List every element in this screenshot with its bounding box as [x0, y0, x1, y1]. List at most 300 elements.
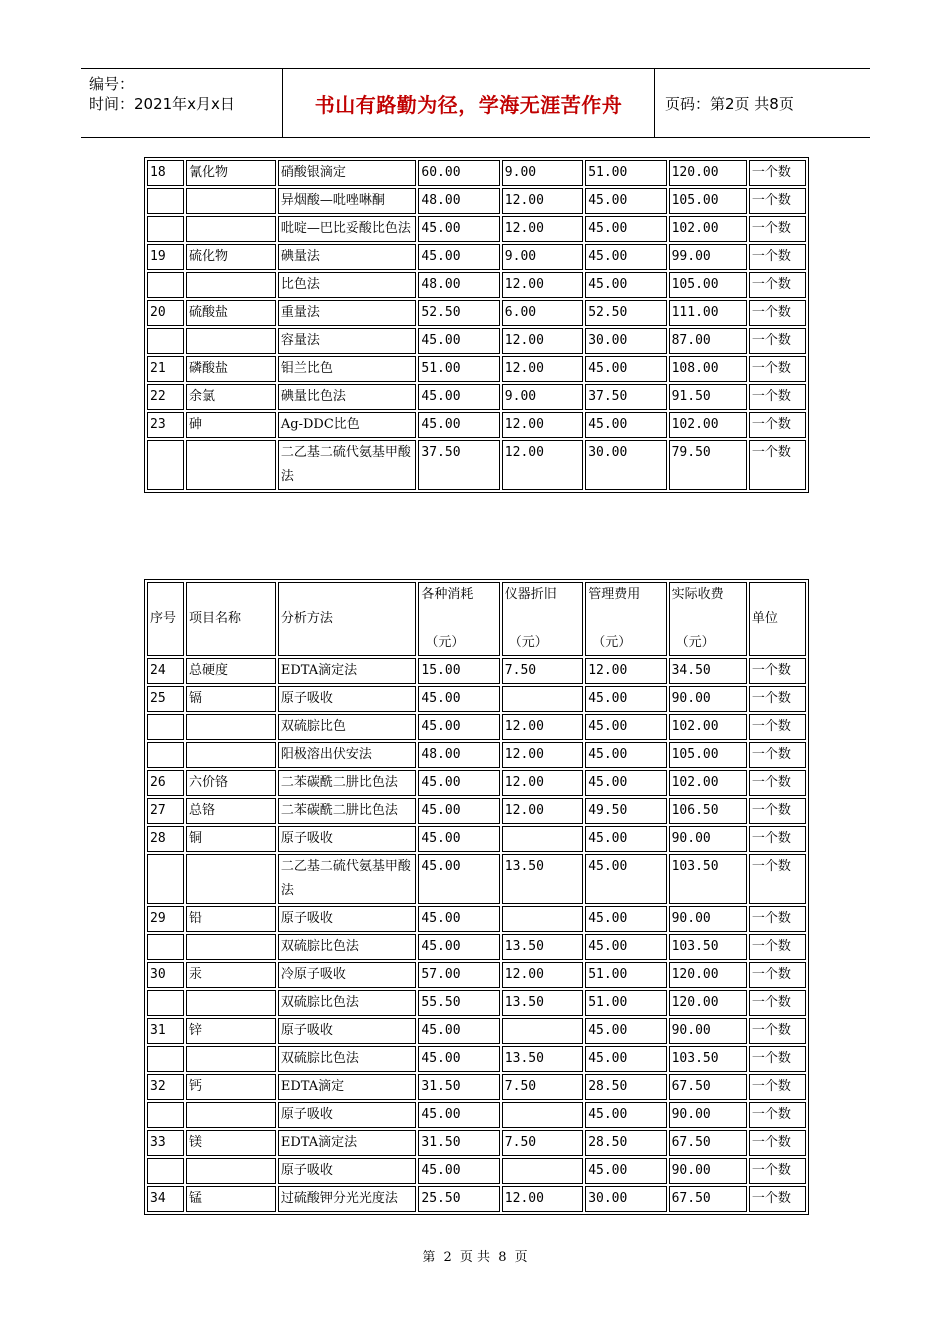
actual-cell: 67.50: [669, 1074, 747, 1100]
consumption-cell: 48.00: [418, 272, 499, 298]
depreciation-cell: 13.50: [502, 990, 583, 1016]
actual-cell: 90.00: [669, 686, 747, 712]
unit-cell: 一个数: [749, 1018, 806, 1044]
consumption-cell: 45.00: [418, 216, 499, 242]
table-row: [147, 906, 806, 932]
depreciation-cell: 13.50: [502, 934, 583, 960]
seq-cell: 32: [147, 1074, 184, 1100]
management-cell: 45.00: [585, 826, 666, 852]
consumption-cell: 60.00: [418, 160, 499, 186]
header-page-info: 页码：第2页 共8页: [665, 94, 794, 113]
actual-cell: 102.00: [669, 412, 747, 438]
method-cell: 比色法: [278, 272, 417, 298]
header-actual: 实际收费: [671, 587, 724, 602]
unit-cell: 一个数: [749, 160, 806, 186]
unit-cell: 一个数: [749, 328, 806, 354]
seq-cell: [147, 714, 184, 740]
management-cell: 45.00: [585, 770, 666, 796]
actual-cell: 79.50: [669, 440, 747, 490]
footer-page: 2: [443, 1250, 452, 1265]
depreciation-cell: 12.00: [502, 356, 583, 382]
seq-cell: 18: [147, 160, 184, 186]
consumption-cell: 45.00: [418, 906, 499, 932]
method-cell: 原子吸收: [278, 826, 417, 852]
header-seq: 序号: [147, 582, 184, 656]
item-cell: [186, 854, 276, 904]
unit-cell: 一个数: [749, 658, 806, 684]
seq-cell: 34: [147, 1186, 184, 1212]
consumption-cell: 45.00: [418, 1018, 499, 1044]
actual-cell: 105.00: [669, 272, 747, 298]
consumption-cell: 45.00: [418, 1046, 499, 1072]
header-consumption-unit: （元）: [425, 635, 465, 650]
item-cell: 铅: [186, 906, 276, 932]
item-cell: [186, 272, 276, 298]
item-cell: 锌: [186, 1018, 276, 1044]
method-cell: 吡啶—巴比妥酸比色法: [278, 216, 417, 242]
item-cell: [186, 328, 276, 354]
actual-cell: 102.00: [669, 714, 747, 740]
fee-table-2: [144, 579, 809, 1215]
item-cell: 六价铬: [186, 770, 276, 796]
seq-cell: [147, 990, 184, 1016]
method-cell: 异烟酸—吡唑啉酮: [278, 188, 417, 214]
table-row: [147, 244, 806, 270]
consumption-cell: 45.00: [418, 1158, 499, 1184]
depreciation-cell: 12.00: [502, 770, 583, 796]
consumption-cell: 55.50: [418, 990, 499, 1016]
depreciation-cell: 9.00: [502, 384, 583, 410]
item-cell: 镁: [186, 1130, 276, 1156]
seq-cell: 25: [147, 686, 184, 712]
depreciation-cell: [502, 906, 583, 932]
management-cell: 45.00: [585, 906, 666, 932]
seq-cell: [147, 188, 184, 214]
management-cell: 45.00: [585, 216, 666, 242]
method-cell: 原子吸收: [278, 1018, 417, 1044]
consumption-cell: 45.00: [418, 412, 499, 438]
item-cell: 铜: [186, 826, 276, 852]
consumption-cell: 45.00: [418, 384, 499, 410]
method-cell: 硝酸银滴定: [278, 160, 417, 186]
management-cell: 45.00: [585, 244, 666, 270]
management-cell: 28.50: [585, 1074, 666, 1100]
seq-cell: [147, 272, 184, 298]
depreciation-cell: 13.50: [502, 854, 583, 904]
consumption-cell: 45.00: [418, 328, 499, 354]
seq-cell: 24: [147, 658, 184, 684]
header-actual-cell: [669, 582, 747, 656]
seq-cell: [147, 440, 184, 490]
depreciation-cell: [502, 1018, 583, 1044]
header-unit-col: 单位: [749, 582, 806, 656]
fee-table-1: [144, 157, 809, 493]
item-cell: [186, 1046, 276, 1072]
item-cell: 锰: [186, 1186, 276, 1212]
consumption-cell: 45.00: [418, 826, 499, 852]
table-row: [147, 686, 806, 712]
item-cell: 氰化物: [186, 160, 276, 186]
unit-cell: 一个数: [749, 384, 806, 410]
unit-cell: 一个数: [749, 742, 806, 768]
seq-cell: 31: [147, 1018, 184, 1044]
management-cell: 37.50: [585, 384, 666, 410]
unit-cell: 一个数: [749, 1102, 806, 1128]
seq-cell: 28: [147, 826, 184, 852]
seq-cell: 19: [147, 244, 184, 270]
actual-cell: 90.00: [669, 1158, 747, 1184]
method-cell: 钼兰比色: [278, 356, 417, 382]
unit-cell: 一个数: [749, 1186, 806, 1212]
table-row: [147, 658, 806, 684]
unit-cell: 一个数: [749, 1046, 806, 1072]
method-cell: 重量法: [278, 300, 417, 326]
item-cell: 总硬度: [186, 658, 276, 684]
header-depreciation-unit: （元）: [508, 635, 548, 650]
consumption-cell: 45.00: [418, 934, 499, 960]
item-cell: 磷酸盐: [186, 356, 276, 382]
unit-cell: 一个数: [749, 934, 806, 960]
page-header: [81, 68, 870, 138]
fee-table-1-body: [147, 160, 806, 490]
item-cell: 钙: [186, 1074, 276, 1100]
table-row: [147, 934, 806, 960]
management-cell: 30.00: [585, 1186, 666, 1212]
management-cell: 30.00: [585, 440, 666, 490]
seq-cell: [147, 1102, 184, 1128]
method-cell: 双硫腙比色: [278, 714, 417, 740]
seq-cell: [147, 216, 184, 242]
depreciation-cell: 12.00: [502, 412, 583, 438]
seq-cell: [147, 854, 184, 904]
header-depreciation: 仪器折旧: [504, 587, 557, 602]
header-management: 管理费用: [588, 587, 641, 602]
table-row: [147, 1158, 806, 1184]
item-cell: [186, 440, 276, 490]
management-cell: 45.00: [585, 742, 666, 768]
unit-cell: 一个数: [749, 440, 806, 490]
management-cell: 52.50: [585, 300, 666, 326]
table-row: [147, 742, 806, 768]
depreciation-cell: [502, 826, 583, 852]
item-cell: [186, 188, 276, 214]
management-cell: 49.50: [585, 798, 666, 824]
seq-cell: 22: [147, 384, 184, 410]
table-row: [147, 990, 806, 1016]
method-cell: 双硫腙比色法: [278, 1046, 417, 1072]
unit-cell: 一个数: [749, 686, 806, 712]
consumption-cell: 37.50: [418, 440, 499, 490]
actual-cell: 34.50: [669, 658, 747, 684]
actual-cell: 106.50: [669, 798, 747, 824]
seq-cell: 21: [147, 356, 184, 382]
unit-cell: 一个数: [749, 272, 806, 298]
actual-cell: 103.50: [669, 854, 747, 904]
header-meta: [81, 69, 283, 137]
table-row: [147, 440, 806, 490]
method-cell: 碘量比色法: [278, 384, 417, 410]
method-cell: 双硫腙比色法: [278, 934, 417, 960]
table-row: [147, 798, 806, 824]
table-header-row: [147, 582, 806, 656]
actual-cell: 102.00: [669, 216, 747, 242]
item-cell: [186, 990, 276, 1016]
actual-cell: 87.00: [669, 328, 747, 354]
item-cell: [186, 216, 276, 242]
actual-cell: 103.50: [669, 1046, 747, 1072]
consumption-cell: 31.50: [418, 1130, 499, 1156]
unit-cell: 一个数: [749, 962, 806, 988]
item-cell: 汞: [186, 962, 276, 988]
header-consumption-cell: [418, 582, 499, 656]
method-cell: EDTA滴定法: [278, 658, 417, 684]
footer-total: 8: [498, 1250, 507, 1265]
actual-cell: 105.00: [669, 742, 747, 768]
header-actual-unit: （元）: [675, 635, 715, 650]
method-cell: 二苯碳酰二肼比色法: [278, 798, 417, 824]
management-cell: 45.00: [585, 1046, 666, 1072]
item-cell: 镉: [186, 686, 276, 712]
consumption-cell: 45.00: [418, 854, 499, 904]
item-cell: 余氯: [186, 384, 276, 410]
management-cell: 45.00: [585, 854, 666, 904]
table-row: [147, 384, 806, 410]
fee-table-2-body: [147, 658, 806, 1212]
table-row: [147, 1186, 806, 1212]
depreciation-cell: [502, 1158, 583, 1184]
consumption-cell: 45.00: [418, 714, 499, 740]
header-management-unit: （元）: [592, 635, 632, 650]
actual-cell: 91.50: [669, 384, 747, 410]
table-row: [147, 216, 806, 242]
unit-cell: 一个数: [749, 798, 806, 824]
consumption-cell: 48.00: [418, 188, 499, 214]
method-cell: Ag-DDC比色: [278, 412, 417, 438]
actual-cell: 102.00: [669, 770, 747, 796]
actual-cell: 120.00: [669, 990, 747, 1016]
header-motto: 书山有路勤为径，学海无涯苦作舟: [314, 92, 623, 117]
item-cell: 总铬: [186, 798, 276, 824]
method-cell: EDTA滴定法: [278, 1130, 417, 1156]
depreciation-cell: 12.00: [502, 216, 583, 242]
consumption-cell: 45.00: [418, 770, 499, 796]
unit-cell: 一个数: [749, 244, 806, 270]
depreciation-cell: 12.00: [502, 328, 583, 354]
depreciation-cell: [502, 686, 583, 712]
consumption-cell: 45.00: [418, 686, 499, 712]
table-row: [147, 826, 806, 852]
seq-cell: [147, 1158, 184, 1184]
item-cell: [186, 1158, 276, 1184]
table-row: [147, 854, 806, 904]
management-cell: 45.00: [585, 188, 666, 214]
seq-cell: [147, 328, 184, 354]
management-cell: 45.00: [585, 272, 666, 298]
method-cell: 原子吸收: [278, 686, 417, 712]
header-item: 项目名称: [186, 582, 276, 656]
header-depreciation-cell: [502, 582, 583, 656]
number-label: 编号：: [89, 75, 135, 93]
actual-cell: 108.00: [669, 356, 747, 382]
seq-cell: 33: [147, 1130, 184, 1156]
actual-cell: 67.50: [669, 1186, 747, 1212]
item-cell: [186, 934, 276, 960]
depreciation-cell: 9.00: [502, 244, 583, 270]
method-cell: 原子吸收: [278, 906, 417, 932]
item-cell: [186, 714, 276, 740]
method-cell: 原子吸收: [278, 1102, 417, 1128]
unit-cell: 一个数: [749, 854, 806, 904]
management-cell: 30.00: [585, 328, 666, 354]
depreciation-cell: [502, 1102, 583, 1128]
depreciation-cell: 12.00: [502, 714, 583, 740]
depreciation-cell: 12.00: [502, 1186, 583, 1212]
depreciation-cell: 7.50: [502, 658, 583, 684]
management-cell: 28.50: [585, 1130, 666, 1156]
seq-cell: 29: [147, 906, 184, 932]
depreciation-cell: 13.50: [502, 1046, 583, 1072]
header-motto-cell: [283, 69, 655, 137]
unit-cell: 一个数: [749, 1074, 806, 1100]
page-footer: [0, 1246, 950, 1265]
method-cell: 阳极溶出伏安法: [278, 742, 417, 768]
management-cell: 51.00: [585, 990, 666, 1016]
method-cell: 二乙基二硫代氨基甲酸法: [278, 440, 417, 490]
actual-cell: 120.00: [669, 160, 747, 186]
unit-cell: 一个数: [749, 990, 806, 1016]
table-row: [147, 1046, 806, 1072]
table-row: [147, 1130, 806, 1156]
seq-cell: [147, 742, 184, 768]
item-cell: 砷: [186, 412, 276, 438]
header-consumption: 各种消耗: [421, 587, 474, 602]
footer-mid: 页 共: [459, 1250, 491, 1265]
actual-cell: 90.00: [669, 1018, 747, 1044]
item-cell: [186, 742, 276, 768]
seq-cell: 23: [147, 412, 184, 438]
time-label: 时间：2021年x月x日: [89, 95, 235, 113]
depreciation-cell: 12.00: [502, 962, 583, 988]
table-row: [147, 272, 806, 298]
management-cell: 45.00: [585, 356, 666, 382]
seq-cell: [147, 1046, 184, 1072]
consumption-cell: 48.00: [418, 742, 499, 768]
table-row: [147, 188, 806, 214]
unit-cell: 一个数: [749, 906, 806, 932]
method-cell: 二乙基二硫代氨基甲酸法: [278, 854, 417, 904]
depreciation-cell: 12.00: [502, 188, 583, 214]
footer-suffix: 页: [514, 1250, 528, 1265]
seq-cell: 30: [147, 962, 184, 988]
actual-cell: 111.00: [669, 300, 747, 326]
actual-cell: 99.00: [669, 244, 747, 270]
unit-cell: 一个数: [749, 188, 806, 214]
unit-cell: 一个数: [749, 216, 806, 242]
consumption-cell: 45.00: [418, 1102, 499, 1128]
header-management-cell: [585, 582, 666, 656]
actual-cell: 67.50: [669, 1130, 747, 1156]
seq-cell: 27: [147, 798, 184, 824]
actual-cell: 90.00: [669, 906, 747, 932]
depreciation-cell: 12.00: [502, 798, 583, 824]
table-row: [147, 160, 806, 186]
depreciation-cell: 7.50: [502, 1074, 583, 1100]
table-row: [147, 300, 806, 326]
depreciation-cell: 12.00: [502, 272, 583, 298]
consumption-cell: 52.50: [418, 300, 499, 326]
method-cell: 容量法: [278, 328, 417, 354]
actual-cell: 103.50: [669, 934, 747, 960]
item-cell: 硫化物: [186, 244, 276, 270]
consumption-cell: 45.00: [418, 798, 499, 824]
management-cell: 45.00: [585, 1018, 666, 1044]
unit-cell: 一个数: [749, 1130, 806, 1156]
method-cell: 冷原子吸收: [278, 962, 417, 988]
depreciation-cell: 12.00: [502, 440, 583, 490]
unit-cell: 一个数: [749, 714, 806, 740]
management-cell: 51.00: [585, 962, 666, 988]
unit-cell: 一个数: [749, 300, 806, 326]
footer-prefix: 第: [422, 1250, 436, 1265]
consumption-cell: 15.00: [418, 658, 499, 684]
table-row: [147, 962, 806, 988]
method-cell: 原子吸收: [278, 1158, 417, 1184]
table-row: [147, 1018, 806, 1044]
consumption-cell: 57.00: [418, 962, 499, 988]
unit-cell: 一个数: [749, 826, 806, 852]
seq-cell: 20: [147, 300, 184, 326]
actual-cell: 90.00: [669, 1102, 747, 1128]
management-cell: 12.00: [585, 658, 666, 684]
consumption-cell: 45.00: [418, 244, 499, 270]
management-cell: 45.00: [585, 934, 666, 960]
unit-cell: 一个数: [749, 356, 806, 382]
consumption-cell: 31.50: [418, 1074, 499, 1100]
management-cell: 45.00: [585, 412, 666, 438]
unit-cell: 一个数: [749, 770, 806, 796]
table-row: [147, 412, 806, 438]
method-cell: 碘量法: [278, 244, 417, 270]
management-cell: 51.00: [585, 160, 666, 186]
seq-cell: 26: [147, 770, 184, 796]
method-cell: 双硫腙比色法: [278, 990, 417, 1016]
management-cell: 45.00: [585, 1158, 666, 1184]
actual-cell: 120.00: [669, 962, 747, 988]
item-cell: 硫酸盐: [186, 300, 276, 326]
depreciation-cell: 9.00: [502, 160, 583, 186]
table-row: [147, 1074, 806, 1100]
method-cell: EDTA滴定: [278, 1074, 417, 1100]
depreciation-cell: 12.00: [502, 742, 583, 768]
item-cell: [186, 1102, 276, 1128]
table-row: [147, 714, 806, 740]
management-cell: 45.00: [585, 686, 666, 712]
actual-cell: 90.00: [669, 826, 747, 852]
seq-cell: [147, 934, 184, 960]
method-cell: 二苯碳酰二肼比色法: [278, 770, 417, 796]
management-cell: 45.00: [585, 714, 666, 740]
depreciation-cell: 6.00: [502, 300, 583, 326]
actual-cell: 105.00: [669, 188, 747, 214]
consumption-cell: 25.50: [418, 1186, 499, 1212]
management-cell: 45.00: [585, 1102, 666, 1128]
header-method: 分析方法: [278, 582, 417, 656]
unit-cell: 一个数: [749, 1158, 806, 1184]
depreciation-cell: 7.50: [502, 1130, 583, 1156]
method-cell: 过硫酸钾分光光度法: [278, 1186, 417, 1212]
consumption-cell: 51.00: [418, 356, 499, 382]
table-row: [147, 356, 806, 382]
